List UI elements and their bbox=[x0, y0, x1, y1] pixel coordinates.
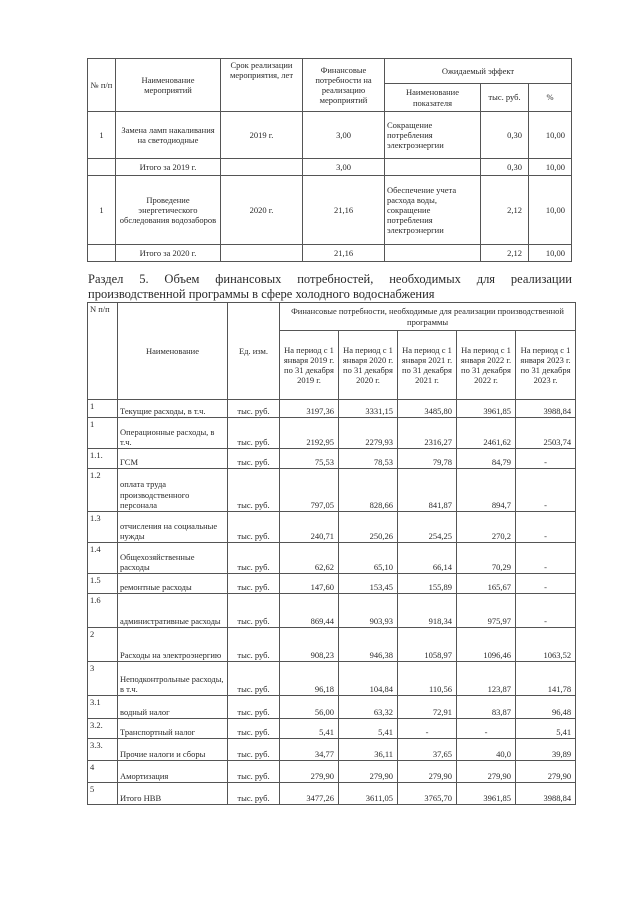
table-row bbox=[88, 449, 576, 469]
t1-header-name: Наименование мероприятий bbox=[116, 59, 221, 112]
t2-cell-value: 2461,62 bbox=[457, 418, 516, 449]
t2-cell-num: 2 bbox=[88, 628, 118, 662]
table-row bbox=[88, 543, 576, 574]
t2-cell-value: 279,90 bbox=[457, 761, 516, 783]
t2-cell-value: 3988,84 bbox=[516, 783, 576, 805]
t2-cell-value: 147,60 bbox=[280, 574, 339, 594]
t2-cell-value: 1063,52 bbox=[516, 628, 576, 662]
t2-cell-value: 123,87 bbox=[457, 662, 516, 696]
energy-measures-table bbox=[87, 58, 572, 262]
t2-header-period: На период с 1 января 2019 г. по 31 декабря 2019 г. bbox=[280, 331, 339, 400]
table-row bbox=[88, 594, 576, 628]
t2-cell-value: 96,18 bbox=[280, 662, 339, 696]
t1-cell-indicator bbox=[385, 159, 481, 176]
t2-cell-value: 3765,70 bbox=[398, 783, 457, 805]
t2-cell-value: 1096,46 bbox=[457, 628, 516, 662]
t2-cell-value: 279,90 bbox=[516, 761, 576, 783]
t1-cell-fin: 3,00 bbox=[303, 112, 385, 159]
t2-cell-value: - bbox=[398, 719, 457, 739]
t1-cell-rub: 2,12 bbox=[481, 245, 529, 262]
t2-cell-value: 2503,74 bbox=[516, 418, 576, 449]
t2-header-group: Финансовые потребности, необходимые для реализации производственной программы bbox=[280, 303, 576, 331]
t2-header-unit: Ед. изм. bbox=[228, 303, 280, 400]
t1-cell-num bbox=[88, 245, 116, 262]
t2-cell-num: 3.3. bbox=[88, 739, 118, 761]
financial-needs-table bbox=[87, 302, 576, 805]
t1-cell-fin: 21,16 bbox=[303, 176, 385, 245]
t2-cell-num: 1.5 bbox=[88, 574, 118, 594]
t2-cell-value: 5,41 bbox=[516, 719, 576, 739]
t2-cell-num: 3.1 bbox=[88, 696, 118, 719]
t2-cell-value: 110,56 bbox=[398, 662, 457, 696]
t2-cell-value: 72,91 bbox=[398, 696, 457, 719]
t2-cell-unit: тыс. руб. bbox=[228, 761, 280, 783]
t2-header-period: На период с 1 января 2020 г. по 31 декабря 2020 г. bbox=[339, 331, 398, 400]
table-row bbox=[88, 739, 576, 761]
t2-cell-value: - bbox=[516, 574, 576, 594]
t1-cell-name: Итого за 2019 г. bbox=[116, 159, 221, 176]
t1-header-term: Срок реализации мероприятия, лет bbox=[221, 59, 303, 112]
t2-cell-unit: тыс. руб. bbox=[228, 628, 280, 662]
table-row bbox=[88, 176, 572, 245]
t2-cell-num: 4 bbox=[88, 761, 118, 783]
t1-cell-rub: 0,30 bbox=[481, 112, 529, 159]
t2-cell-unit: тыс. руб. bbox=[228, 543, 280, 574]
t2-cell-value: 96,48 bbox=[516, 696, 576, 719]
t2-cell-value: 155,89 bbox=[398, 574, 457, 594]
t2-cell-value: 62,62 bbox=[280, 543, 339, 574]
t2-cell-value: 70,29 bbox=[457, 543, 516, 574]
t1-cell-pct: 10,00 bbox=[529, 176, 572, 245]
t2-cell-value: 2192,95 bbox=[280, 418, 339, 449]
t1-cell-indicator: Обеспечение учета расхода воды, сокращение потребления электроэнергии bbox=[385, 176, 481, 245]
t2-cell-name: отчисления на социальные нужды bbox=[118, 512, 228, 543]
t2-cell-num: 1.6 bbox=[88, 594, 118, 628]
t1-header-pct: % bbox=[529, 84, 572, 112]
t2-cell-value: 250,26 bbox=[339, 512, 398, 543]
t1-cell-fin: 3,00 bbox=[303, 159, 385, 176]
t2-cell-value: 3961,85 bbox=[457, 400, 516, 418]
t1-cell-term: 2020 г. bbox=[221, 176, 303, 245]
t1-cell-num: 1 bbox=[88, 112, 116, 159]
table-row bbox=[88, 719, 576, 739]
t1-cell-pct: 10,00 bbox=[529, 112, 572, 159]
t2-cell-value: 279,90 bbox=[398, 761, 457, 783]
t2-cell-name: Текущие расходы, в т.ч. bbox=[118, 400, 228, 418]
t2-header-num: N п/п bbox=[88, 303, 118, 400]
t2-cell-value: 83,87 bbox=[457, 696, 516, 719]
t2-cell-value: - bbox=[516, 543, 576, 574]
t2-cell-name: оплата труда производственного персонала bbox=[118, 469, 228, 512]
t2-cell-name: Амортизация bbox=[118, 761, 228, 783]
t2-cell-value: 918,34 bbox=[398, 594, 457, 628]
t1-cell-rub: 0,30 bbox=[481, 159, 529, 176]
table-row bbox=[88, 112, 572, 159]
t1-header-effect: Ожидаемый эффект bbox=[385, 59, 572, 84]
t2-cell-name: Прочие налоги и сборы bbox=[118, 739, 228, 761]
t2-cell-value: 56,00 bbox=[280, 696, 339, 719]
t2-cell-name: Итого НВВ bbox=[118, 783, 228, 805]
t1-header-fin: Финансовые потребности на реализацию мероприятий bbox=[303, 59, 385, 112]
t2-cell-value: 797,05 bbox=[280, 469, 339, 512]
t2-header-period: На период с 1 января 2023 г. по 31 декабря 2023 г. bbox=[516, 331, 576, 400]
t2-cell-name: водный налог bbox=[118, 696, 228, 719]
table-row bbox=[88, 400, 576, 418]
t2-cell-value: 37,65 bbox=[398, 739, 457, 761]
t2-cell-name: Неподконтрольные расходы, в т.ч. bbox=[118, 662, 228, 696]
t2-cell-unit: тыс. руб. bbox=[228, 449, 280, 469]
t2-header-period: На период с 1 января 2022 г. по 31 декабря 2022 г. bbox=[457, 331, 516, 400]
t2-cell-value: 79,78 bbox=[398, 449, 457, 469]
t1-cell-fin: 21,16 bbox=[303, 245, 385, 262]
t1-cell-name: Итого за 2020 г. bbox=[116, 245, 221, 262]
t1-cell-pct: 10,00 bbox=[529, 245, 572, 262]
table-row bbox=[88, 628, 576, 662]
t2-cell-unit: тыс. руб. bbox=[228, 400, 280, 418]
t2-cell-name: Транспортный налог bbox=[118, 719, 228, 739]
t1-cell-name: Проведение энергетического обследования водозаборов bbox=[116, 176, 221, 245]
t1-cell-name: Замена ламп накаливания на светодиодные bbox=[116, 112, 221, 159]
t2-cell-value: - bbox=[516, 512, 576, 543]
t2-cell-value: 828,66 bbox=[339, 469, 398, 512]
t2-cell-value: 2279,93 bbox=[339, 418, 398, 449]
t1-cell-indicator bbox=[385, 245, 481, 262]
t1-cell-term bbox=[221, 245, 303, 262]
t2-cell-unit: тыс. руб. bbox=[228, 696, 280, 719]
table-row bbox=[88, 512, 576, 543]
t1-cell-num: 1 bbox=[88, 176, 116, 245]
t2-cell-value: - bbox=[516, 469, 576, 512]
t2-cell-unit: тыс. руб. bbox=[228, 512, 280, 543]
table-row bbox=[88, 245, 572, 262]
t2-cell-unit: тыс. руб. bbox=[228, 594, 280, 628]
t2-cell-value: 869,44 bbox=[280, 594, 339, 628]
t2-cell-value: 903,93 bbox=[339, 594, 398, 628]
t2-cell-value: 894,7 bbox=[457, 469, 516, 512]
table-row bbox=[88, 696, 576, 719]
t1-cell-indicator: Сокращение потребления электроэнергии bbox=[385, 112, 481, 159]
t1-cell-term bbox=[221, 159, 303, 176]
t2-cell-value: 84,79 bbox=[457, 449, 516, 469]
t2-cell-num: 1 bbox=[88, 400, 118, 418]
t2-cell-name: Расходы на электроэнергию bbox=[118, 628, 228, 662]
t2-cell-name: административные расходы bbox=[118, 594, 228, 628]
table-row bbox=[88, 574, 576, 594]
table-row bbox=[88, 418, 576, 449]
t2-cell-value: 946,38 bbox=[339, 628, 398, 662]
t2-cell-num: 1.3 bbox=[88, 512, 118, 543]
t2-cell-unit: тыс. руб. bbox=[228, 574, 280, 594]
t2-cell-value: 975,97 bbox=[457, 594, 516, 628]
t2-cell-value: 270,2 bbox=[457, 512, 516, 543]
t2-cell-value: 66,14 bbox=[398, 543, 457, 574]
t2-cell-value: - bbox=[516, 594, 576, 628]
t1-cell-num bbox=[88, 159, 116, 176]
t2-cell-value: 2316,27 bbox=[398, 418, 457, 449]
t1-header-indicator: Наименование показателя bbox=[385, 84, 481, 112]
t2-cell-value: 141,78 bbox=[516, 662, 576, 696]
t2-cell-num: 1.4 bbox=[88, 543, 118, 574]
t2-cell-value: 3331,15 bbox=[339, 400, 398, 418]
t1-header-rub: тыс. руб. bbox=[481, 84, 529, 112]
t2-cell-value: 165,67 bbox=[457, 574, 516, 594]
t2-cell-num: 5 bbox=[88, 783, 118, 805]
t2-cell-unit: тыс. руб. bbox=[228, 719, 280, 739]
t2-cell-unit: тыс. руб. bbox=[228, 783, 280, 805]
t1-cell-term: 2019 г. bbox=[221, 112, 303, 159]
t2-cell-value: - bbox=[516, 449, 576, 469]
t2-cell-value: 254,25 bbox=[398, 512, 457, 543]
t2-cell-unit: тыс. руб. bbox=[228, 469, 280, 512]
table-row bbox=[88, 159, 572, 176]
t2-cell-value: 3611,05 bbox=[339, 783, 398, 805]
t2-cell-value: 279,90 bbox=[339, 761, 398, 783]
t2-cell-value: 104,84 bbox=[339, 662, 398, 696]
section-heading: Раздел 5. Объем финансовых потребностей, необходимых для реализации производственной программы в сфере холодного водоснабжения bbox=[88, 272, 572, 301]
t2-cell-value: 78,53 bbox=[339, 449, 398, 469]
t2-cell-value: 240,71 bbox=[280, 512, 339, 543]
t2-cell-value: 40,0 bbox=[457, 739, 516, 761]
t2-cell-value: 3197,36 bbox=[280, 400, 339, 418]
t2-header-period: На период с 1 января 2021 г. по 31 декабря 2021 г. bbox=[398, 331, 457, 400]
t2-cell-value: 65,10 bbox=[339, 543, 398, 574]
t1-cell-rub: 2,12 bbox=[481, 176, 529, 245]
t2-header-name: Наименование bbox=[118, 303, 228, 400]
table-row bbox=[88, 662, 576, 696]
t2-cell-value: 5,41 bbox=[280, 719, 339, 739]
t2-cell-name: ремонтные расходы bbox=[118, 574, 228, 594]
t2-cell-value: 908,23 bbox=[280, 628, 339, 662]
t2-cell-value: 279,90 bbox=[280, 761, 339, 783]
t2-cell-value: 3485,80 bbox=[398, 400, 457, 418]
t2-cell-value: 5,41 bbox=[339, 719, 398, 739]
t2-cell-num: 1.1. bbox=[88, 449, 118, 469]
t2-cell-value: 1058,97 bbox=[398, 628, 457, 662]
t2-cell-value: 3477,26 bbox=[280, 783, 339, 805]
t2-cell-num: 3 bbox=[88, 662, 118, 696]
t2-cell-value: 3961,85 bbox=[457, 783, 516, 805]
table-row bbox=[88, 783, 576, 805]
t2-cell-value: 39,89 bbox=[516, 739, 576, 761]
t1-header-num: № п/п bbox=[88, 59, 116, 112]
t2-cell-name: Операционные расходы, в т.ч. bbox=[118, 418, 228, 449]
t2-cell-num: 1 bbox=[88, 418, 118, 449]
table-row bbox=[88, 761, 576, 783]
t2-cell-num: 1.2 bbox=[88, 469, 118, 512]
t2-cell-value: 75,53 bbox=[280, 449, 339, 469]
t2-cell-value: 841,87 bbox=[398, 469, 457, 512]
t2-cell-value: 153,45 bbox=[339, 574, 398, 594]
t2-cell-name: ГСМ bbox=[118, 449, 228, 469]
t1-cell-pct: 10,00 bbox=[529, 159, 572, 176]
t2-cell-unit: тыс. руб. bbox=[228, 739, 280, 761]
t2-cell-value: 34,77 bbox=[280, 739, 339, 761]
t2-cell-num: 3.2. bbox=[88, 719, 118, 739]
t2-cell-value: 63,32 bbox=[339, 696, 398, 719]
t2-cell-unit: тыс. руб. bbox=[228, 662, 280, 696]
t2-cell-unit: тыс. руб. bbox=[228, 418, 280, 449]
t2-cell-value: 36,11 bbox=[339, 739, 398, 761]
t2-cell-name: Общехозяйственные расходы bbox=[118, 543, 228, 574]
t2-cell-value: 3988,84 bbox=[516, 400, 576, 418]
table-row bbox=[88, 469, 576, 512]
t2-cell-value: - bbox=[457, 719, 516, 739]
